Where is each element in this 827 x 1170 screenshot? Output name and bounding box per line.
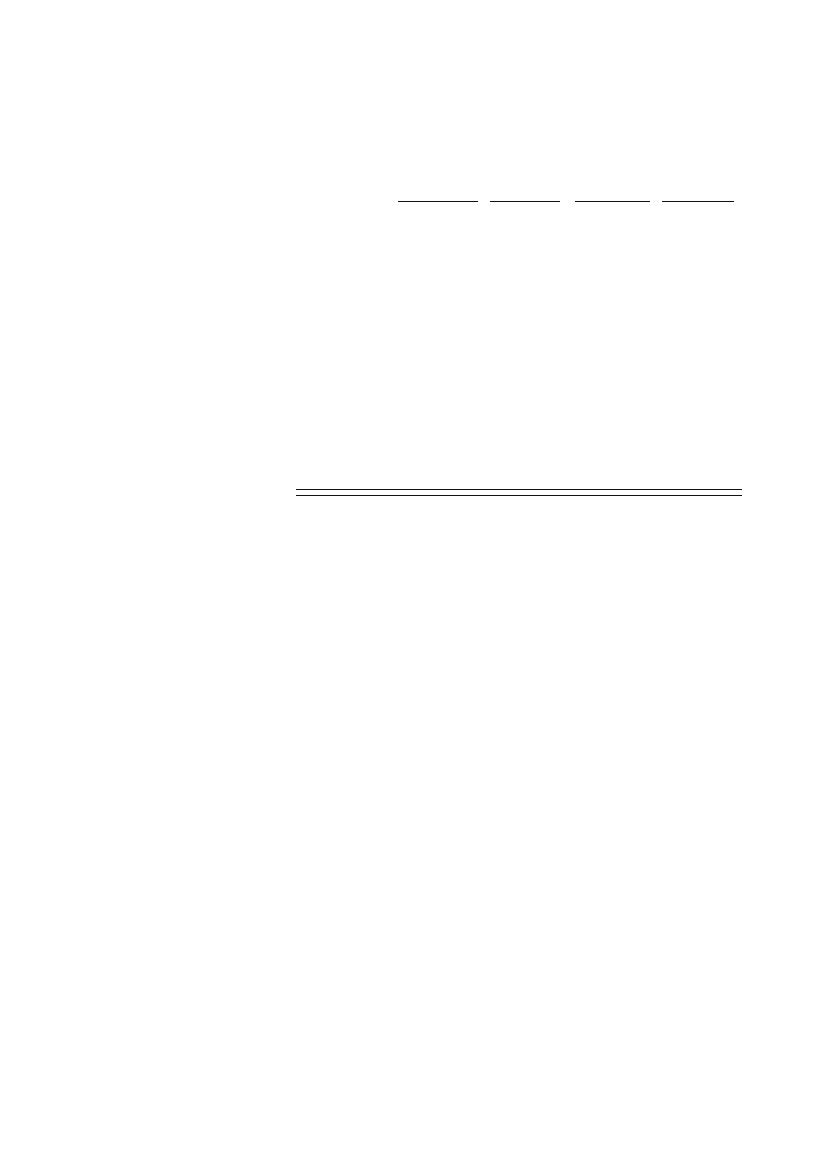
table2-top-rule: [296, 489, 742, 490]
header-twd: [662, 200, 734, 202]
table2-super-rule: [296, 495, 742, 496]
header-exchange-rate: [490, 200, 560, 202]
header-rmb: [575, 200, 650, 202]
header-foreign-currency: [398, 200, 478, 202]
